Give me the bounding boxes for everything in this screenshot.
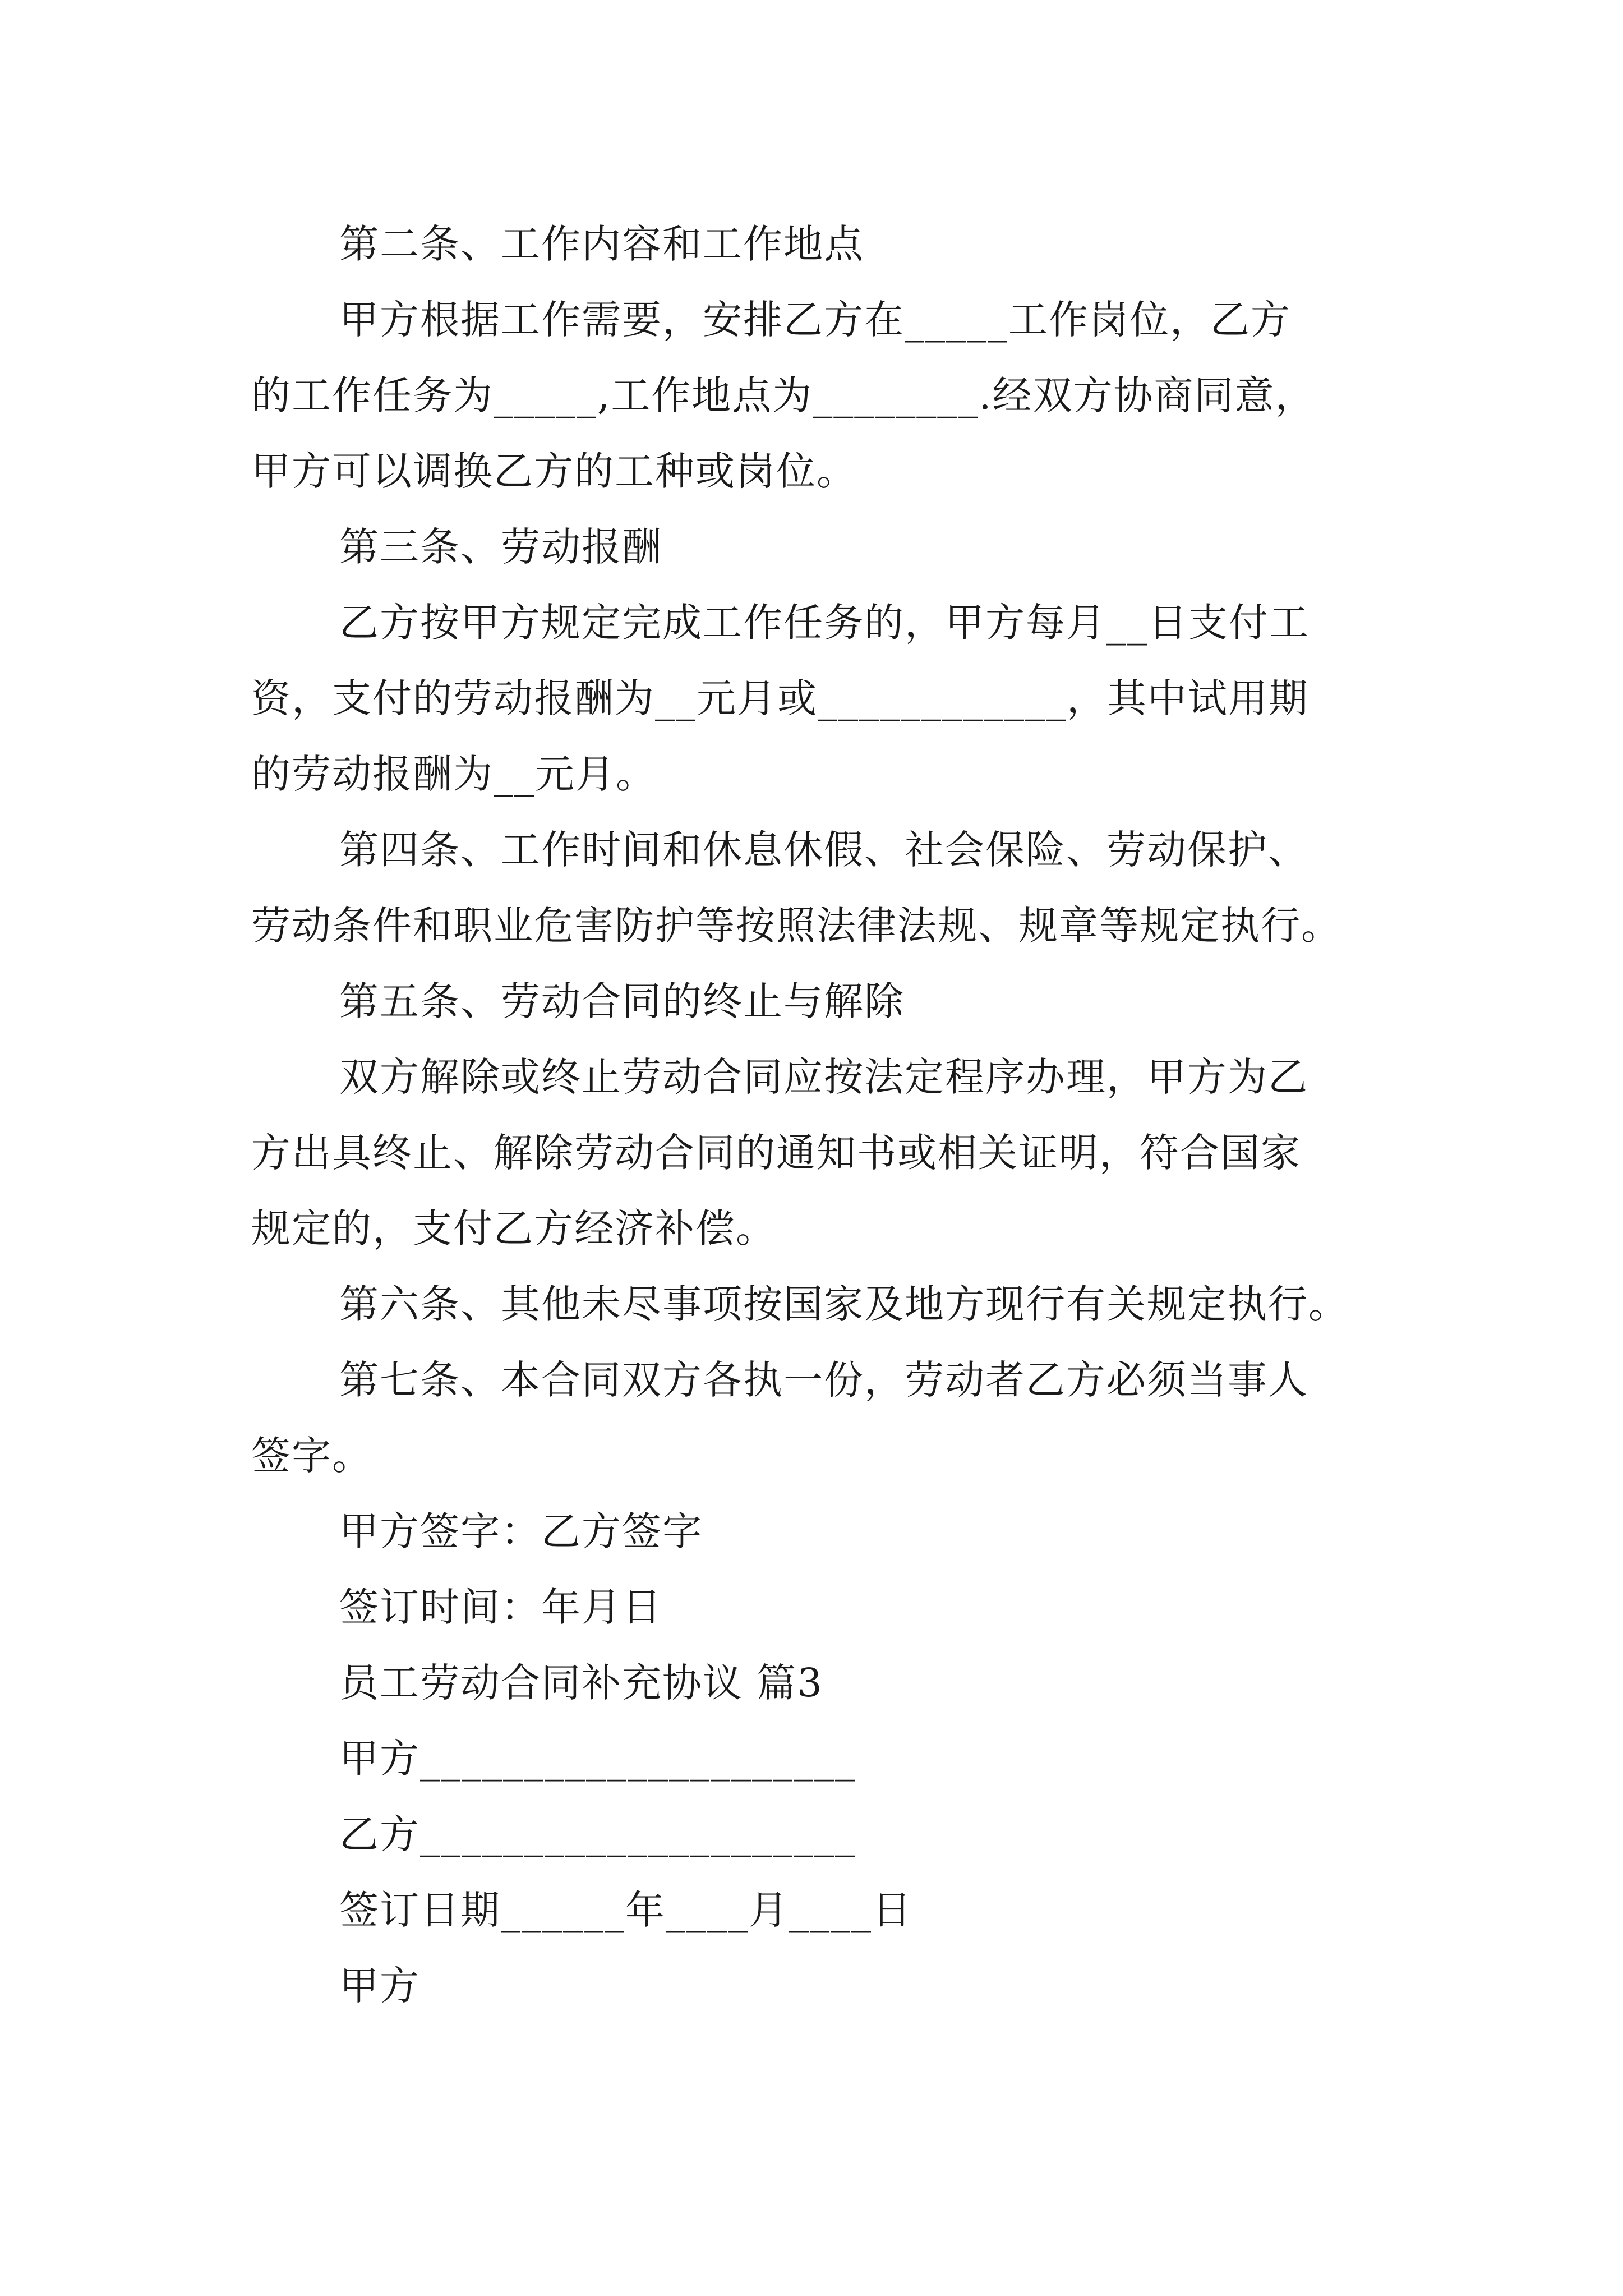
party-b-field: 乙方_____________________	[339, 1811, 856, 1857]
article-5-heading: 第五条、劳动合同的终止与解除	[339, 978, 905, 1024]
article-4-line: 第四条、工作时间和休息休假、社会保险、劳动保护、	[339, 827, 1308, 873]
paragraph-line: 双方解除或终止劳动合同应按法定程序办理，甲方为乙	[339, 1054, 1308, 1100]
section-title: 员工劳动合同补充协议 篇3	[339, 1660, 823, 1706]
paragraph-line: 甲方可以调换乙方的工种或岗位。	[251, 448, 857, 494]
paragraph-line: 签字。	[251, 1433, 372, 1479]
paragraph-line: 规定的，支付乙方经济补偿。	[251, 1205, 776, 1251]
signing-time-line: 签订时间：年月日	[339, 1584, 662, 1630]
article-2-heading: 第二条、工作内容和工作地点	[339, 221, 864, 267]
paragraph-line: 甲方根据工作需要，安排乙方在_____工作岗位，乙方	[339, 297, 1291, 343]
party-a-label: 甲方	[339, 1963, 420, 2009]
paragraph-line: 乙方按甲方规定完成工作任务的，甲方每月__日支付工	[339, 600, 1310, 646]
signing-date-field: 签订日期______年____月____日	[339, 1887, 912, 1933]
paragraph-line: 的劳动报酬为__元月。	[251, 751, 656, 797]
paragraph-line: 资，支付的劳动报酬为__元月或____________，其中试用期	[251, 675, 1309, 721]
article-7-line: 第七条、本合同双方各执一份，劳动者乙方必须当事人	[339, 1357, 1308, 1403]
article-6-line: 第六条、其他未尽事项按国家及地方现行有关规定执行。	[339, 1281, 1349, 1327]
article-3-heading: 第三条、劳动报酬	[339, 524, 662, 570]
paragraph-line: 方出具终止、解除劳动合同的通知书或相关证明，符合国家	[251, 1130, 1301, 1176]
paragraph-line: 的工作任务为_____,工作地点为________.经双方协商同意，	[251, 372, 1316, 418]
party-a-field: 甲方_____________________	[339, 1736, 856, 1782]
paragraph-line: 劳动条件和职业危害防护等按照法律法规、规章等规定执行。	[251, 903, 1341, 949]
signature-line: 甲方签字：乙方签字	[339, 1508, 703, 1554]
